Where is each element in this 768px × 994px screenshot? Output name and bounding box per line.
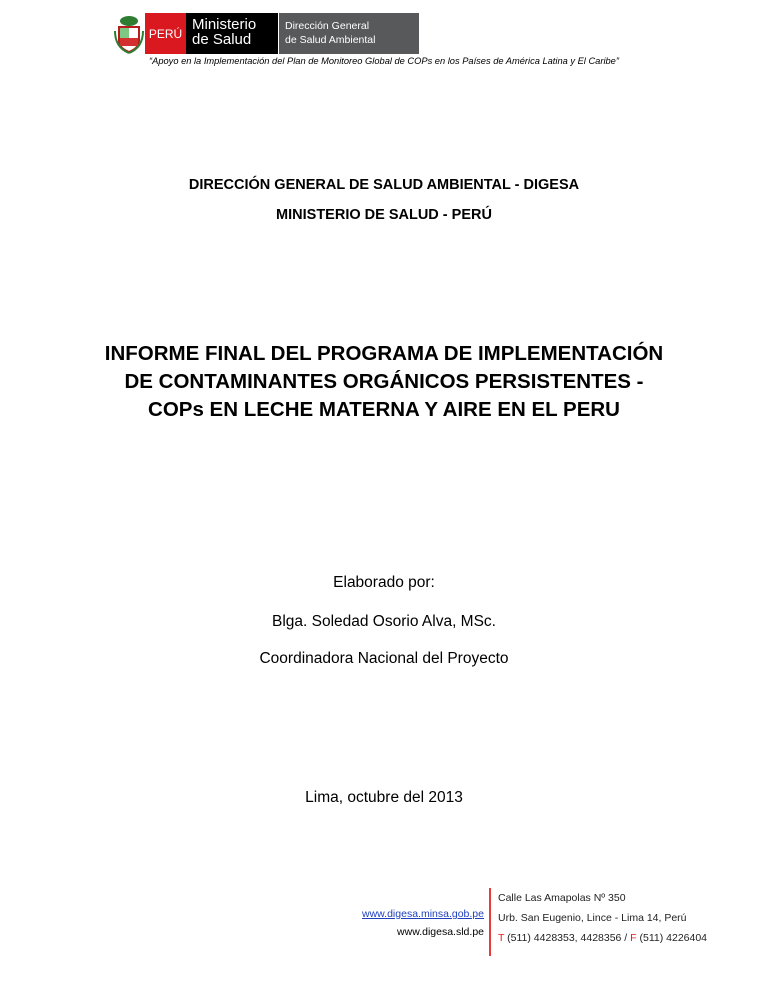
address-line: Calle Las Amapolas Nº 350 bbox=[498, 892, 626, 904]
title-line: DE CONTAMINANTES ORGÁNICOS PERSISTENTES - bbox=[124, 370, 644, 393]
ministry-logo bbox=[113, 13, 419, 54]
ministerio-line: Ministerio bbox=[192, 16, 257, 33]
peru-label: PERÚ bbox=[145, 13, 186, 54]
direccion-label bbox=[279, 13, 419, 54]
fax-label: F bbox=[630, 932, 637, 944]
footer-address bbox=[498, 888, 707, 948]
title-line: COPs EN LECHE MATERNA Y AIRE EN EL PERU bbox=[148, 398, 620, 421]
org-line: DIRECCIÓN GENERAL DE SALUD AMBIENTAL - DIGESA bbox=[188, 177, 580, 193]
phone-line bbox=[498, 928, 707, 948]
minsa-link[interactable]: www.digesa.minsa.gob.pe bbox=[362, 908, 484, 920]
phone-label: T bbox=[498, 932, 505, 944]
address-line: Urb. San Eugenio, Lince - Lima 14, Perú bbox=[498, 912, 687, 924]
org-line: MINISTERIO DE SALUD - PERÚ bbox=[276, 207, 492, 223]
title-line: INFORME FINAL DEL PROGRAMA DE IMPLEMENTACIÓN bbox=[104, 342, 664, 365]
author-role: Coordinadora Nacional del Proyecto bbox=[259, 650, 509, 667]
ministerio-line: de Salud bbox=[192, 31, 252, 48]
sld-link: www.digesa.sld.pe bbox=[397, 926, 484, 938]
fax-number: (511) 4226404 bbox=[636, 932, 708, 944]
author-name: Blga. Soledad Osorio Alva, MSc. bbox=[271, 613, 496, 630]
direccion-line: Dirección General bbox=[285, 20, 370, 32]
footer-links bbox=[362, 905, 484, 941]
direccion-line: de Salud Ambiental bbox=[285, 34, 376, 46]
coat-of-arms-icon bbox=[113, 13, 145, 54]
footer-divider bbox=[489, 888, 491, 956]
header-tagline: “Apoyo en la Implementación del Plan de Monitoreo Global de COPs en los Países de América Latina y El Caribe” bbox=[149, 56, 619, 66]
document-title bbox=[0, 340, 768, 424]
ministerio-label bbox=[186, 13, 278, 54]
phone-numbers: (511) 4428353, 4428356 / bbox=[504, 932, 631, 944]
document-date: Lima, octubre del 2013 bbox=[305, 789, 463, 806]
author-label: Elaborado por: bbox=[333, 574, 435, 591]
